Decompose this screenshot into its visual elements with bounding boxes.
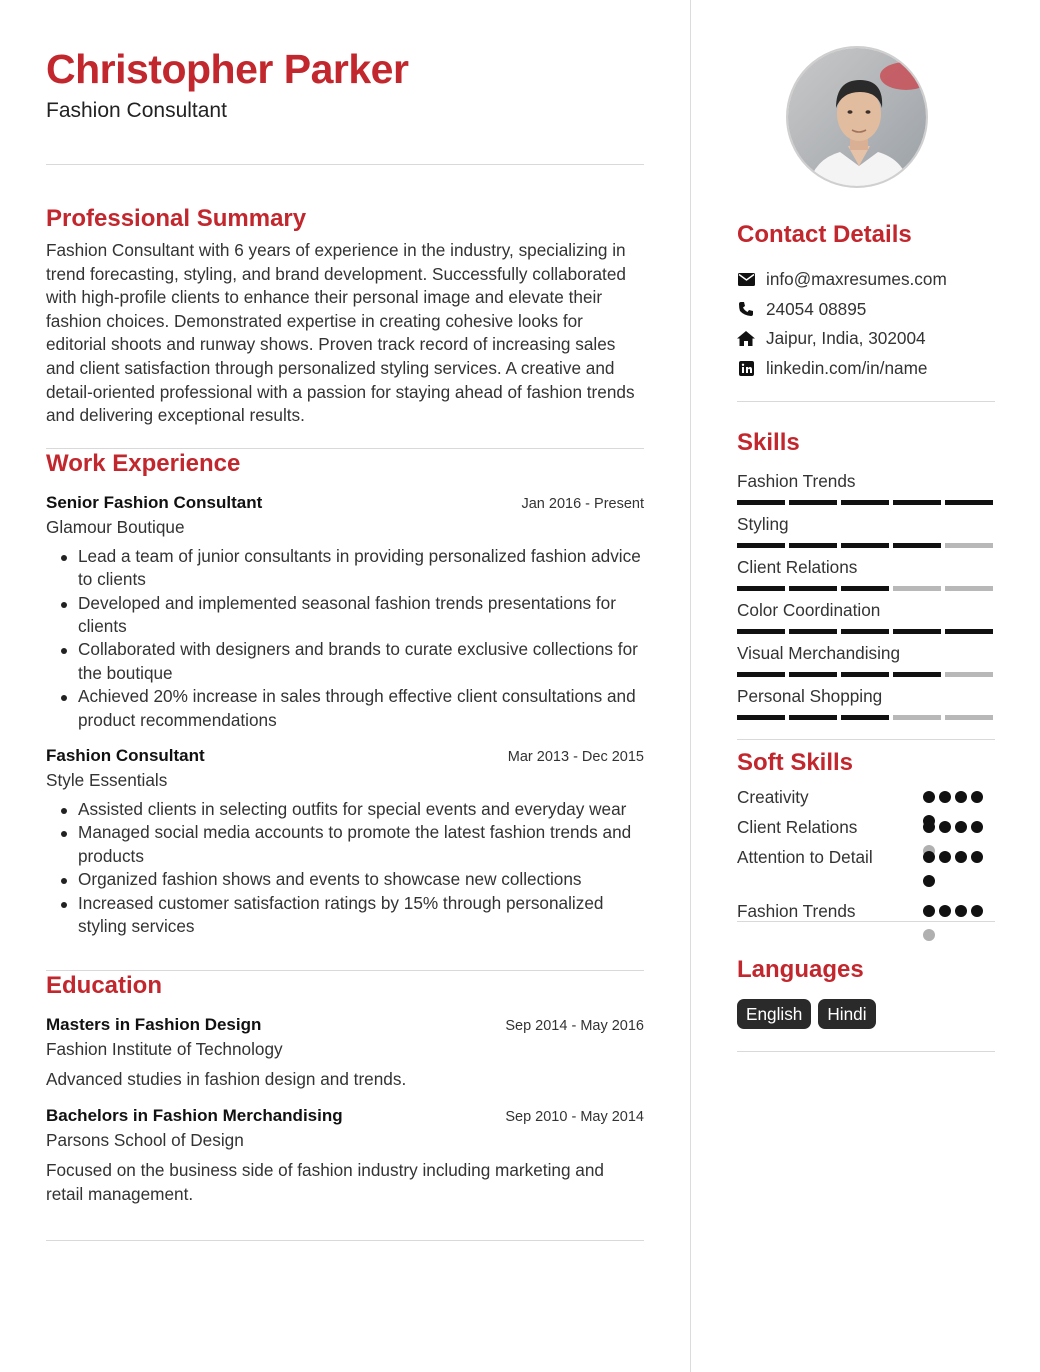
skill-level-segment — [789, 543, 837, 548]
skill-level-segment — [945, 629, 993, 634]
soft-skill-name: Client Relations — [737, 817, 858, 837]
skill-name: Visual Merchandising — [737, 643, 901, 663]
list-item: Organized fashion shows and events to showcase new collections — [78, 868, 644, 891]
skill-level-segment — [841, 715, 889, 720]
contact-email[interactable] — [737, 265, 995, 295]
list-item: Achieved 20% increase in sales through effective client consultations and product recommendations — [78, 685, 644, 732]
skill-level-segment — [893, 629, 941, 634]
rating-dot — [923, 905, 935, 917]
school-name: Fashion Institute of Technology — [46, 1039, 283, 1060]
job-entry — [46, 744, 644, 938]
rating-dot — [939, 905, 951, 917]
education-date: Sep 2010 - May 2014 — [505, 1109, 644, 1126]
linkedin-icon — [737, 359, 755, 377]
soft-skills-list — [737, 785, 995, 929]
skill-level-segment — [841, 543, 889, 548]
rating-dot — [923, 851, 935, 863]
divider — [737, 739, 995, 740]
skill-item — [737, 642, 995, 678]
rating-dot — [939, 821, 951, 833]
list-item: Developed and implemented seasonal fashion trends presentations for clients — [78, 592, 644, 639]
skill-name: Personal Shopping — [737, 686, 883, 706]
skill-level-segment — [737, 586, 785, 591]
skill-level-bar — [737, 543, 995, 549]
skill-level-bar — [737, 672, 995, 678]
education-description: Advanced studies in fashion design and trends. — [46, 1069, 407, 1090]
linkedin-text: linkedin.com/in/name — [766, 357, 928, 378]
skill-level-bar — [737, 715, 995, 721]
contact-heading: Contact Details — [737, 221, 912, 248]
rating-dot — [923, 929, 935, 941]
skill-level-segment — [945, 543, 993, 548]
skill-level-segment — [893, 500, 941, 505]
main-column — [46, 44, 644, 1241]
skill-item — [737, 556, 995, 592]
skill-item — [737, 513, 995, 549]
skill-name: Client Relations — [737, 557, 858, 577]
home-icon — [737, 330, 755, 348]
envelope-icon — [737, 271, 755, 289]
skills-list — [737, 470, 995, 721]
rating-dot — [971, 905, 983, 917]
job-entry — [46, 491, 644, 732]
education-description: Focused on the business side of fashion industry including marketing and retail management. — [46, 1160, 604, 1204]
skill-item — [737, 685, 995, 721]
rating-dot — [923, 791, 935, 803]
language-pill: English — [737, 999, 811, 1029]
rating-dot — [971, 821, 983, 833]
skill-level-segment — [789, 672, 837, 677]
phone-text: 24054 08895 — [766, 298, 867, 319]
job-title: Senior Fashion Consultant — [46, 492, 263, 512]
rating-dot — [939, 791, 951, 803]
skill-level-segment — [893, 543, 941, 548]
job-company: Glamour Boutique — [46, 516, 185, 537]
skill-level-bar — [737, 500, 995, 506]
summary-section — [46, 204, 644, 428]
job-title: Fashion Consultant — [46, 746, 205, 765]
job-bullets — [78, 545, 644, 732]
school-name: Parsons School of Design — [46, 1130, 244, 1151]
languages-list — [737, 999, 995, 1029]
education-date: Sep 2014 - May 2016 — [505, 1018, 644, 1035]
skill-level-segment — [737, 715, 785, 720]
address-text: Jaipur, India, 302004 — [766, 328, 926, 349]
rating-dot — [923, 875, 935, 887]
list-item: Collaborated with designers and brands to curate exclusive collections for the boutique — [78, 638, 644, 685]
degree-title: Masters in Fashion Design — [46, 1015, 262, 1035]
job-date: Mar 2013 - Dec 2015 — [507, 749, 644, 765]
candidate-title: Fashion Consultant — [46, 99, 227, 122]
skill-level-bar — [737, 629, 995, 635]
soft-skill-item — [737, 785, 995, 815]
soft-skill-item — [737, 815, 995, 845]
rating-dot — [955, 791, 967, 803]
education-entry — [46, 1013, 644, 1092]
soft-skills-section — [737, 748, 995, 922]
soft-skill-name: Attention to Detail — [737, 847, 873, 867]
soft-skill-name: Fashion Trends — [737, 901, 856, 921]
skill-level-segment — [945, 672, 993, 677]
list-item: Lead a team of junior consultants in providing personalized fashion advice to clients — [78, 545, 644, 592]
skill-name: Styling — [737, 514, 789, 534]
skill-level-segment — [945, 586, 993, 591]
education-heading: Education — [46, 972, 163, 1000]
languages-heading: Languages — [737, 956, 864, 983]
experience-heading: Work Experience — [46, 449, 241, 477]
contact-section — [737, 220, 995, 402]
rating-dot — [971, 851, 983, 863]
email-text: info@maxresumes.com — [766, 269, 947, 290]
skill-level-segment — [737, 500, 785, 505]
divider — [737, 401, 995, 402]
contact-linkedin[interactable] — [737, 354, 995, 384]
skill-level-segment — [893, 586, 941, 591]
skill-level-bar — [737, 586, 995, 592]
education-section — [46, 971, 644, 1206]
skill-level-segment — [789, 715, 837, 720]
skill-level-segment — [789, 500, 837, 505]
skill-level-segment — [841, 672, 889, 677]
profile-photo — [786, 46, 928, 188]
divider — [737, 1051, 995, 1052]
phone-icon — [737, 300, 755, 318]
divider — [46, 1240, 644, 1241]
job-company: Style Essentials — [46, 770, 168, 790]
rating-dot — [971, 791, 983, 803]
soft-skill-name: Creativity — [737, 787, 809, 807]
languages-section — [737, 955, 995, 1052]
skills-section — [737, 428, 995, 740]
column-divider — [690, 0, 691, 1372]
list-item: Increased customer satisfaction ratings by 15% through personalized styling services — [78, 892, 644, 939]
skill-item — [737, 599, 995, 635]
summary-text: Fashion Consultant with 6 years of experience in the industry, specializing in trend forecasting, styling, and brand development. Successfully collaborated with high-profile clients to enhance their personal image and elevate their fashion choices. Demonstrated expertise in creating cohesive looks for editorial shoots and runway shows. Proven track record of increasing sales and client satisfaction through personalized styling services. A creative and detail-oriented professional with a passion for staying ahead of fashion trends and delivering exceptional results. — [46, 240, 635, 426]
skill-level-segment — [789, 629, 837, 634]
rating-dot — [939, 851, 951, 863]
soft-skill-rating — [923, 845, 995, 899]
skill-level-segment — [945, 715, 993, 720]
rating-dot — [955, 821, 967, 833]
skill-level-segment — [841, 629, 889, 634]
job-date: Jan 2016 - Present — [521, 495, 644, 512]
skill-level-segment — [737, 629, 785, 634]
rating-dot — [923, 821, 935, 833]
skill-item — [737, 470, 995, 506]
skill-level-segment — [737, 672, 785, 677]
list-item: Assisted clients in selecting outfits for special events and everyday wear — [78, 798, 644, 821]
divider — [46, 164, 644, 165]
soft-skills-heading: Soft Skills — [737, 749, 854, 776]
contact-address — [737, 324, 995, 354]
degree-title: Bachelors in Fashion Merchandising — [46, 1106, 343, 1126]
candidate-name: Christopher Parker — [46, 46, 409, 92]
list-item: Managed social media accounts to promote the latest fashion trends and products — [78, 821, 644, 868]
skill-level-segment — [841, 500, 889, 505]
skill-level-segment — [789, 586, 837, 591]
education-entry — [46, 1104, 644, 1206]
skill-name: Color Coordination — [737, 600, 881, 620]
experience-section — [46, 449, 644, 939]
rating-dot — [955, 905, 967, 917]
skill-level-segment — [893, 715, 941, 720]
skills-heading: Skills — [737, 429, 800, 456]
skill-level-segment — [737, 543, 785, 548]
skill-level-segment — [945, 500, 993, 505]
contact-phone[interactable] — [737, 295, 995, 325]
skill-level-segment — [841, 586, 889, 591]
soft-skill-item — [737, 845, 995, 899]
skill-name: Fashion Trends — [737, 471, 856, 491]
soft-skill-rating — [923, 785, 995, 815]
rating-dot — [955, 851, 967, 863]
soft-skill-item — [737, 899, 995, 929]
soft-skill-rating — [923, 899, 995, 929]
skill-level-segment — [893, 672, 941, 677]
job-bullets — [78, 798, 644, 938]
soft-skill-rating — [923, 815, 995, 845]
language-pill: Hindi — [818, 999, 875, 1029]
summary-heading: Professional Summary — [46, 205, 307, 232]
